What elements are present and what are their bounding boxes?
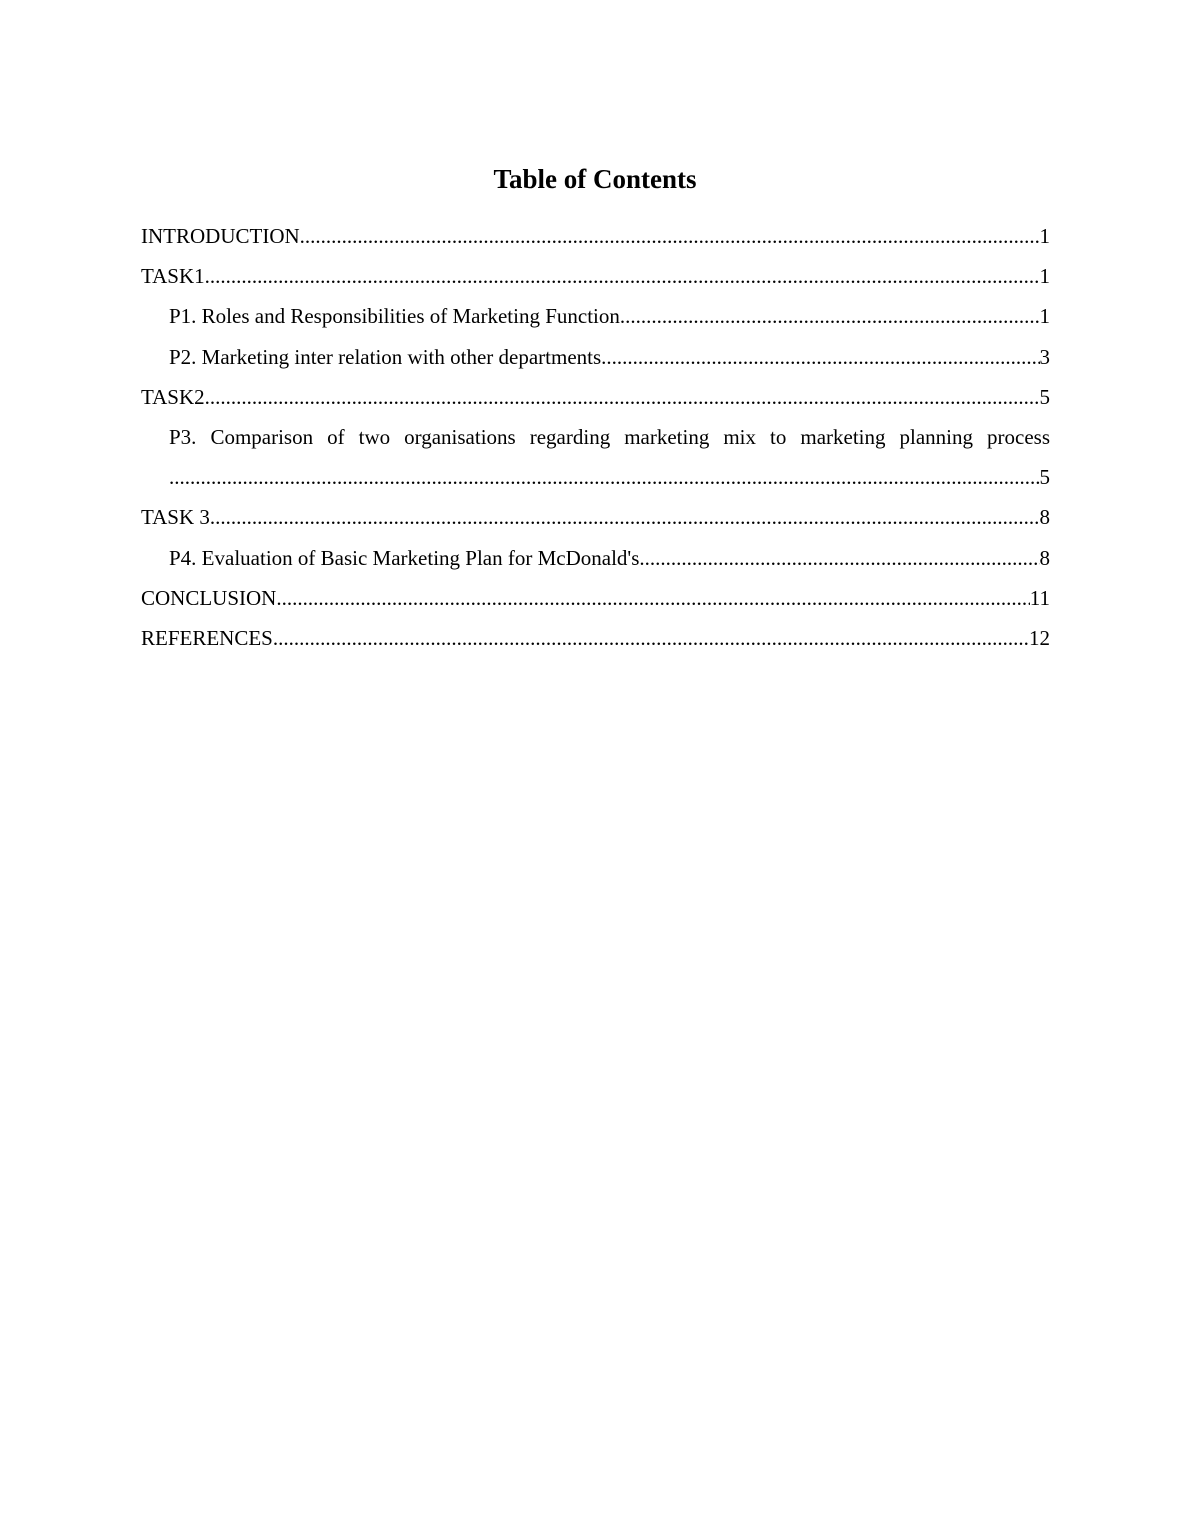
toc-entry-label: P3. Comparison of two organisations regarding marketing mix to marketing planning process <box>169 424 1050 449</box>
toc-entry-label: P4. Evaluation of Basic Marketing Plan for McDonald's <box>169 545 640 570</box>
toc-page-number: 12 <box>1029 625 1050 650</box>
toc-entry-task2[interactable] <box>141 380 1050 420</box>
toc-dot-leader <box>205 380 1040 414</box>
toc-page-number: 11 <box>1029 585 1050 610</box>
toc-entry-p4[interactable] <box>141 541 1050 581</box>
toc-dot-leader <box>273 621 1029 655</box>
toc-dot-leader <box>169 460 1040 494</box>
toc-dot-leader <box>210 500 1040 534</box>
toc-list <box>141 219 1050 661</box>
toc-entry-label: P1. Roles and Responsibilities of Marketing Function <box>169 304 620 329</box>
toc-page-number: 1 <box>1039 224 1050 248</box>
toc-entry-p2[interactable] <box>141 340 1050 380</box>
toc-page-number: 1 <box>1039 304 1050 329</box>
toc-title: Table of Contents <box>493 164 697 194</box>
toc-entry-task1[interactable] <box>141 259 1050 299</box>
toc-entry-task3[interactable] <box>141 500 1050 540</box>
toc-page-number: 5 <box>1039 465 1050 490</box>
toc-entry-p3[interactable] <box>141 420 1050 500</box>
toc-page-number: 1 <box>1039 264 1050 289</box>
toc-entry-label: TASK2 <box>141 384 205 409</box>
toc-entry-conclusion[interactable] <box>141 581 1050 621</box>
toc-page-number: 8 <box>1039 505 1050 530</box>
toc-entry-label: REFERENCES <box>141 625 273 650</box>
toc-page-number: 3 <box>1039 344 1050 369</box>
toc-entry-continuation <box>169 460 1050 500</box>
toc-entry-references[interactable] <box>141 621 1050 661</box>
toc-entry-label: CONCLUSION <box>141 585 277 610</box>
toc-entry-label: P2. Marketing inter relation with other departments <box>169 344 602 369</box>
toc-entry-label: TASK1 <box>141 264 205 289</box>
toc-page-number: 8 <box>1039 545 1050 570</box>
toc-dot-leader <box>620 299 1040 333</box>
toc-entry-introduction[interactable] <box>141 219 1050 259</box>
toc-dot-leader <box>300 219 1040 253</box>
toc-dot-leader <box>601 340 1039 374</box>
toc-entry-label: TASK 3 <box>141 505 210 530</box>
toc-page-number: 5 <box>1039 384 1050 409</box>
toc-entry-label: INTRODUCTION <box>141 224 300 248</box>
toc-dot-leader <box>276 581 1029 615</box>
toc-dot-leader <box>205 259 1040 293</box>
toc-dot-leader <box>639 541 1039 575</box>
toc-entry-p1[interactable] <box>141 299 1050 339</box>
